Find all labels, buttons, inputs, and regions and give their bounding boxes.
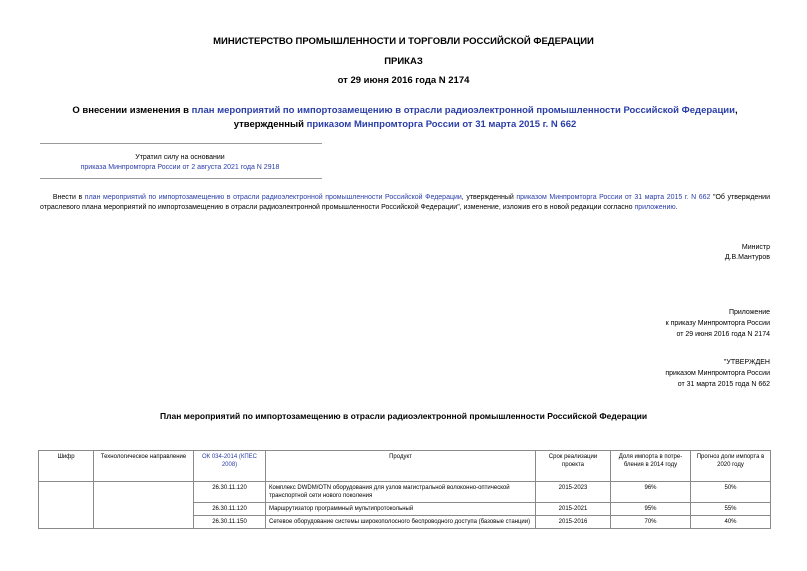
body-text-4: .: [675, 204, 678, 211]
cell-okpd: 26.30.11.120: [194, 482, 266, 503]
title-plan-link[interactable]: план мероприятий по импортозамещению в отрасли радиоэлектронной промышленности Российской Федерации: [191, 105, 735, 116]
body-text-1: Внести в: [52, 194, 85, 201]
appendix-line-3: от 29 июня 2016 года N 2174: [676, 331, 770, 338]
expired-order-link[interactable]: приказа Минпромторга России от 2 августа 2021 года N 2918: [80, 164, 280, 171]
header-code: Шифр: [39, 451, 94, 482]
approved-line-3: от 31 марта 2015 года N 662: [677, 381, 770, 388]
header-direction: Технологическое направление: [94, 451, 194, 482]
divider-bottom: [40, 178, 322, 179]
header-share-2014: Доля импорта в потре-бления в 2014 году: [611, 451, 691, 482]
table-row: [39, 482, 771, 503]
body-text-2: , утвержденный: [461, 194, 517, 201]
cell-product: Комплекс DWDM/OTN оборудования для узлов магистральной волоконно-оптической транспортной сети нового поколения: [266, 482, 536, 503]
signature-block: [725, 243, 770, 263]
cell-forecast-2020: 55%: [691, 503, 771, 516]
cell-okpd: 26.30.11.150: [194, 516, 266, 529]
table-header-row: [39, 451, 771, 482]
cell-direction: [94, 482, 194, 529]
title-middle: , утвержденный: [233, 105, 738, 130]
approved-line-2: приказом Минпромторга России: [665, 370, 770, 377]
header-term: Срок реализации проекта: [536, 451, 611, 482]
header-forecast-2020: Прогноз доли импорта в 2020 году: [691, 451, 771, 482]
signature-name: Д.В.Мантуров: [724, 254, 770, 261]
signature-position: Министр: [741, 244, 770, 251]
plan-title: План мероприятий по импортозамещению в отрасли радиоэлектронной промышленности Российской Федерации: [159, 411, 648, 421]
document-title: [40, 104, 770, 132]
order-date: от 29 июня 2016 года N 2174: [337, 75, 470, 86]
cell-share-2014: 95%: [611, 503, 691, 516]
expired-text: Утратил силу на основании: [135, 154, 225, 161]
cell-term: 2015-2023: [536, 482, 611, 503]
appendix-line-1: Приложение: [728, 309, 770, 316]
header-product: Продукт: [266, 451, 536, 482]
body-text-3: "Об утверждении отраслевого плана мероприятий по импортозамещению в отрасли радиоэлектронной промышленности Российской Федерации", изменение, изложив его в новой редакции согласно: [40, 194, 770, 211]
cell-product: Сетевое оборудование системы широкополосного беспроводного доступа (базовые станции): [266, 516, 536, 529]
order-heading: ПРИКАЗ: [384, 56, 423, 67]
title-prefix: О внесении изменения в: [72, 105, 192, 116]
cell-share-2014: 70%: [611, 516, 691, 529]
cell-forecast-2020: 50%: [691, 482, 771, 503]
appendix-line-2: к приказу Минпромторга России: [665, 320, 770, 327]
divider-top: [40, 143, 322, 144]
body-order-link[interactable]: приказом Минпромторга России от 31 марта 2015 г. N 662: [516, 194, 711, 201]
header-okpd-link[interactable]: ОК 034-2014 (КПЕС 2008): [194, 451, 266, 482]
plan-table: [38, 450, 771, 529]
body-plan-link[interactable]: план мероприятий по импортозамещению в отрасли радиоэлектронной промышленности Российской Федерации: [84, 194, 462, 201]
expired-note: [40, 153, 320, 173]
cell-okpd: 26.30.11.120: [194, 503, 266, 516]
title-order-link[interactable]: приказом Минпромторга России от 31 марта 2015 г. N 662: [306, 119, 577, 130]
body-paragraph: [40, 193, 770, 213]
ministry-heading: МИНИСТЕРСТВО ПРОМЫШЛЕННОСТИ И ТОРГОВЛИ РОССИЙСКОЙ ФЕДЕРАЦИИ: [213, 36, 594, 47]
cell-product: Маршрутизатор программный мультипротокольный: [266, 503, 536, 516]
cell-term: 2015-2016: [536, 516, 611, 529]
cell-term: 2015-2021: [536, 503, 611, 516]
approved-block: [665, 357, 770, 390]
approved-line-1: "УТВЕРЖДЕН: [723, 359, 770, 366]
cell-forecast-2020: 40%: [691, 516, 771, 529]
appendix-block: [666, 307, 770, 340]
body-appendix-link[interactable]: приложению: [634, 204, 676, 211]
cell-share-2014: 96%: [611, 482, 691, 503]
cell-code: [39, 482, 94, 529]
